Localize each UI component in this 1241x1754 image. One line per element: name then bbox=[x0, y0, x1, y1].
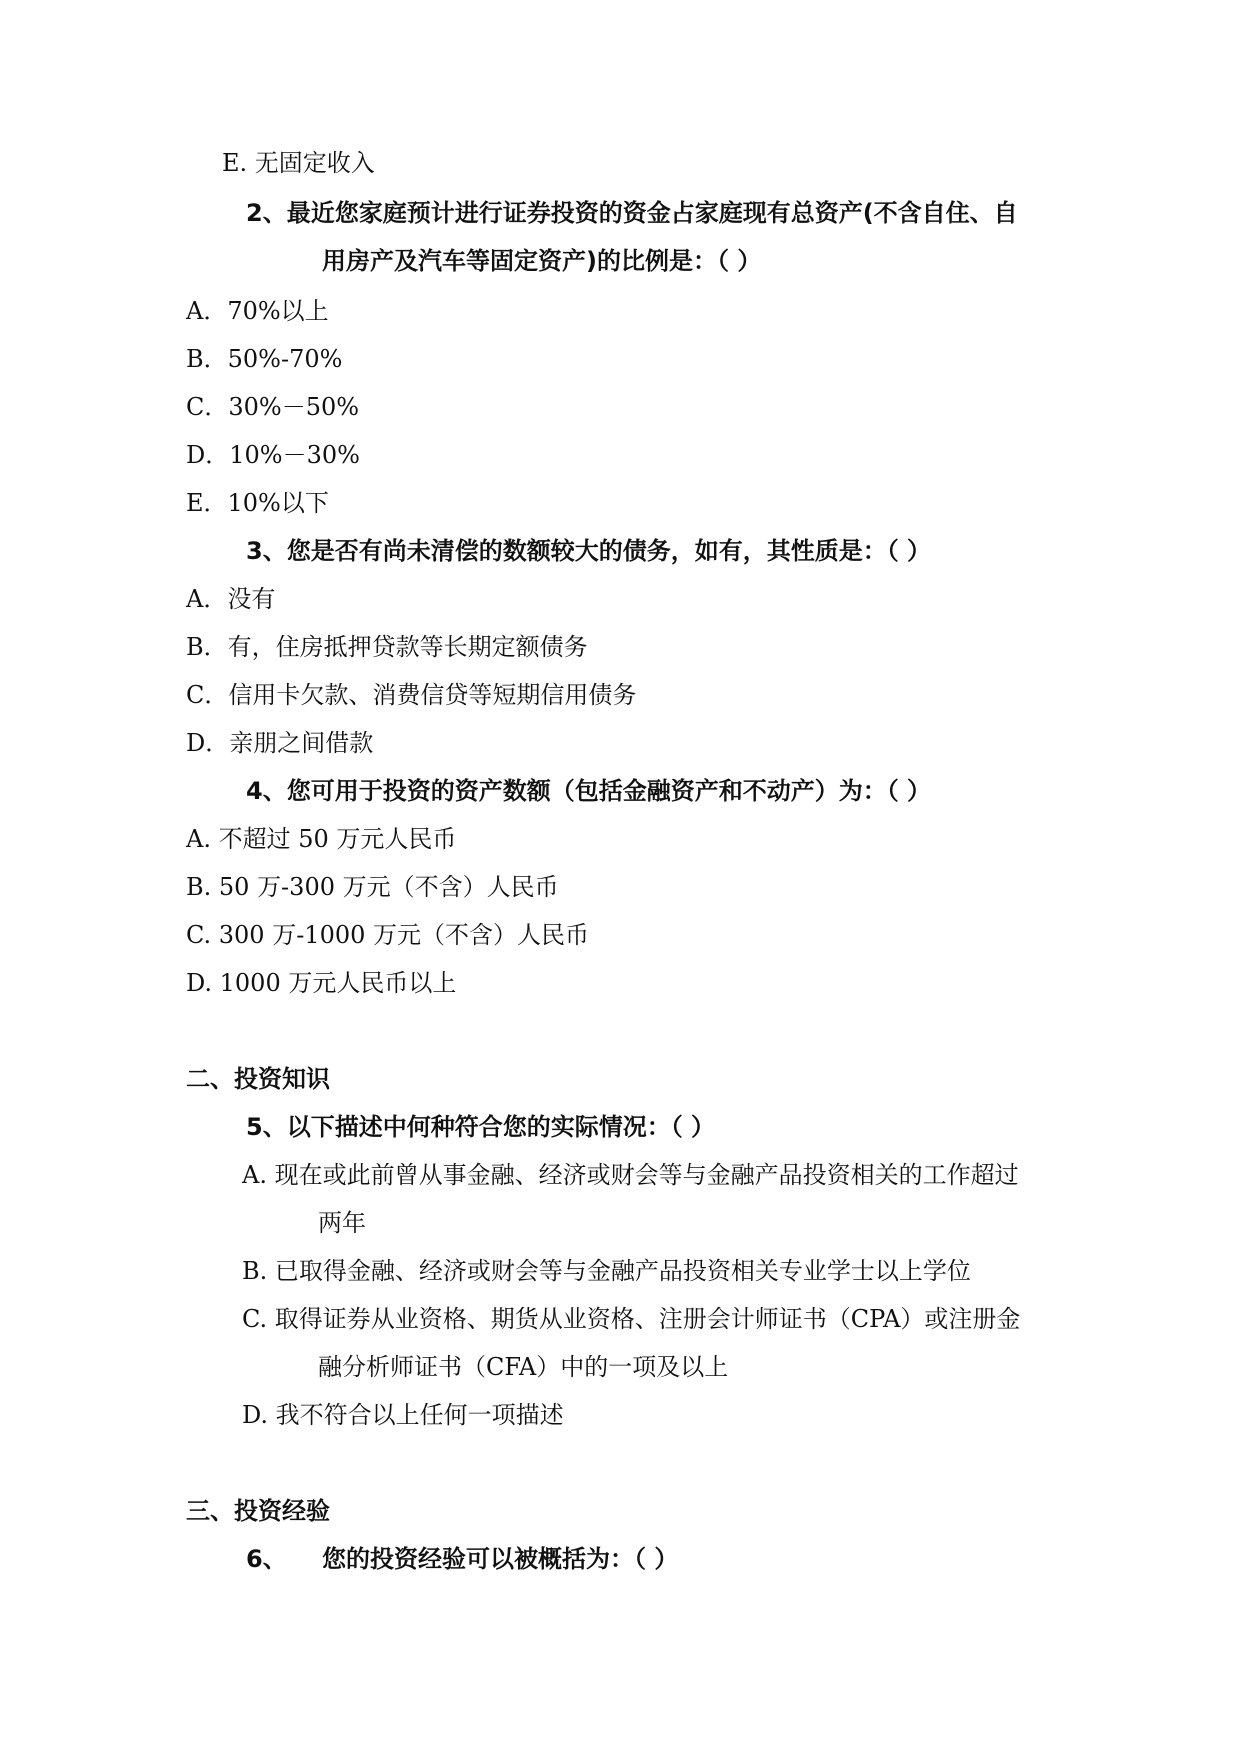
q3-option-b: B．有，住房抵押贷款等长期定额债务 bbox=[186, 633, 588, 661]
q2-question-line1: 2、最近您家庭预计进行证券投资的资金占家庭现有总资产(不含自住、自 bbox=[246, 199, 1018, 227]
q4-option-d: D. 1000 万元人民币以上 bbox=[186, 969, 457, 997]
q3-question: 3、您是否有尚未清偿的数额较大的债务，如有，其性质是：（ ） bbox=[246, 537, 932, 565]
q6-question: 您的投资经验可以被概括为：（ ） bbox=[322, 1545, 679, 1573]
q6-number: 6、 bbox=[246, 1545, 287, 1573]
q5-option-b: B. 已取得金融、经济或财会等与金融产品投资相关专业学士以上学位 bbox=[242, 1257, 971, 1285]
q2-option-c: C．30%－50% bbox=[186, 393, 360, 421]
q2-question-line2: 用房产及汽车等固定资产)的比例是：（ ） bbox=[322, 247, 762, 275]
q2-option-e: E．10%以下 bbox=[186, 489, 329, 517]
q4-option-c: C. 300 万-1000 万元（不含）人民币 bbox=[186, 921, 590, 949]
q4-question: 4、您可用于投资的资产数额（包括金融资产和不动产）为：（ ） bbox=[246, 777, 932, 805]
section-investment-experience: 三、投资经验 bbox=[186, 1497, 330, 1525]
q5-question: 5、以下描述中何种符合您的实际情况：（ ） bbox=[246, 1113, 716, 1141]
q2-option-d: D．10%－30% bbox=[186, 441, 360, 469]
q1-option-e: E. 无固定收入 bbox=[222, 149, 375, 177]
q2-option-a: A．70%以上 bbox=[186, 297, 329, 325]
q5-option-c-line2: 融分析师证书（CFA）中的一项及以上 bbox=[318, 1353, 729, 1381]
q5-option-d: D. 我不符合以上任何一项描述 bbox=[242, 1401, 564, 1429]
q3-option-d: D．亲朋之间借款 bbox=[186, 729, 374, 757]
q5-option-c-line1: C. 取得证券从业资格、期货从业资格、注册会计师证书（CPA）或注册金 bbox=[242, 1305, 1021, 1333]
q2-option-b: B．50%-70% bbox=[186, 345, 343, 373]
q5-option-a-line2: 两年 bbox=[318, 1209, 366, 1237]
q4-option-a: A. 不超过 50 万元人民币 bbox=[186, 825, 457, 853]
section-investment-knowledge: 二、投资知识 bbox=[186, 1065, 330, 1093]
q3-option-c: C．信用卡欠款、消费信贷等短期信用债务 bbox=[186, 681, 637, 709]
q3-option-a: A．没有 bbox=[186, 585, 276, 613]
q5-option-a-line1: A. 现在或此前曾从事金融、经济或财会等与金融产品投资相关的工作超过 bbox=[242, 1161, 1019, 1189]
q4-option-b: B. 50 万-300 万元（不含）人民币 bbox=[186, 873, 559, 901]
